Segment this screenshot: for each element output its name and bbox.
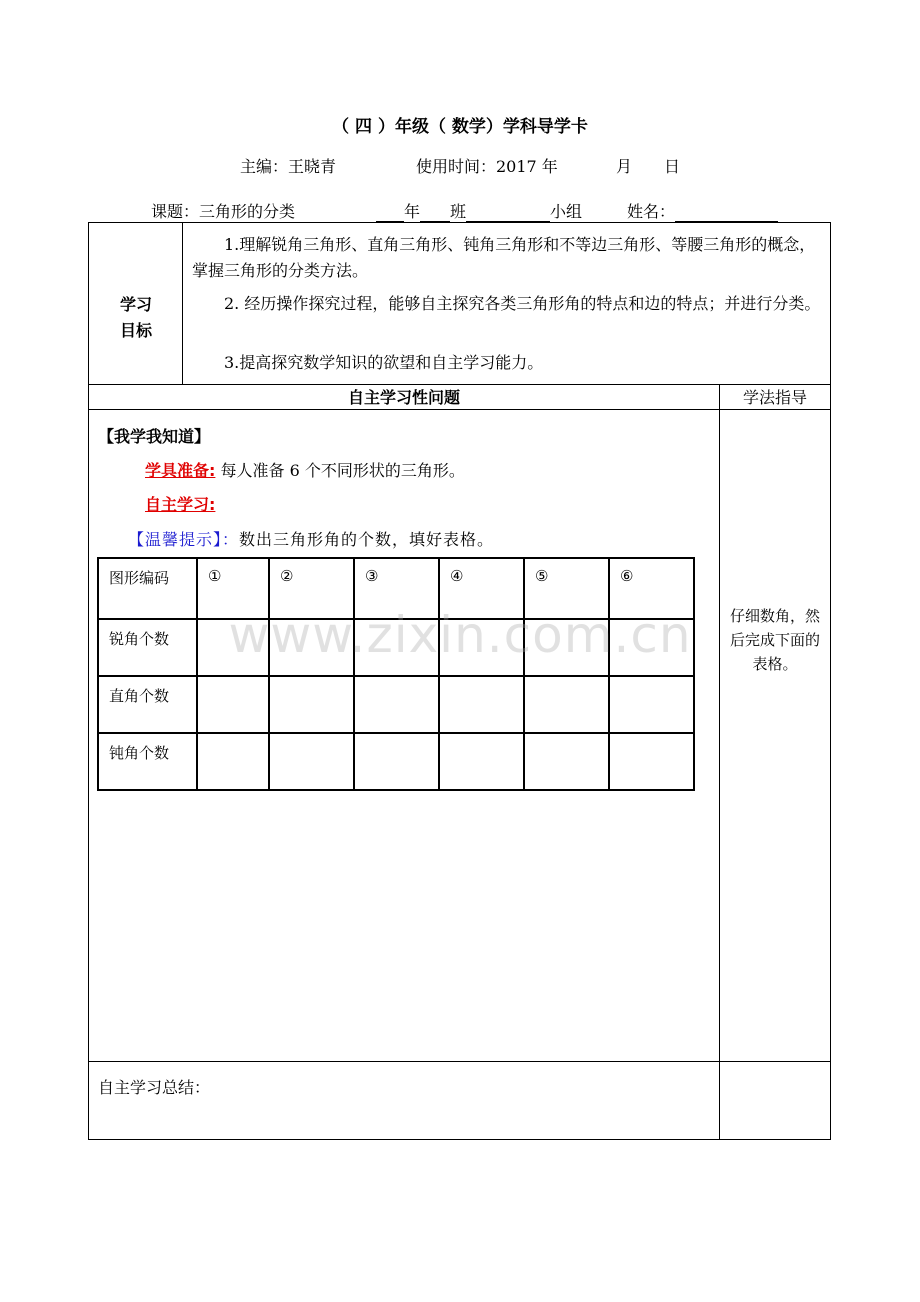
topic: 课题：三角形的分类 bbox=[151, 202, 296, 221]
table-row-label: 直角个数 bbox=[98, 676, 197, 733]
goal-item-3: 3.提高探究数学知识的欲望和自主学习能力。 bbox=[224, 353, 544, 372]
table-input-cell[interactable] bbox=[269, 676, 354, 733]
year-field: 年 班 小组 bbox=[376, 199, 582, 222]
table-row bbox=[98, 733, 694, 790]
table-code-cell: ④ bbox=[439, 558, 524, 619]
day-label: 日 bbox=[664, 157, 681, 176]
table-input-cell[interactable] bbox=[269, 733, 354, 790]
prep-text: 每人准备 6 个不同形状的三角形。 bbox=[220, 461, 465, 480]
summary-label: 自主学习总结： bbox=[98, 1078, 211, 1097]
table-input-cell[interactable] bbox=[524, 733, 609, 790]
editor: 主编：王晓青 bbox=[240, 157, 337, 176]
watermark: www.zixin.com.cn bbox=[228, 606, 692, 664]
table-code-cell: ③ bbox=[354, 558, 439, 619]
time-label: 使用时间：2017 年 bbox=[416, 157, 558, 176]
guide-note: 仔细数角，然后完成下面的表格。 bbox=[729, 607, 820, 673]
summary-line bbox=[88, 1061, 831, 1062]
table-input-cell[interactable] bbox=[609, 733, 694, 790]
name-field: 姓名： bbox=[627, 199, 778, 222]
table-row bbox=[98, 676, 694, 733]
angle-count-table bbox=[97, 557, 695, 791]
table-code-cell: ① bbox=[197, 558, 269, 619]
table-input-cell[interactable] bbox=[197, 676, 269, 733]
goal-label: 学习 目标 bbox=[119, 295, 152, 340]
tip-text: 数出三角形角的个数，填好表格。 bbox=[239, 530, 495, 549]
guide-column-header: 学法指导 bbox=[742, 388, 807, 407]
month-label: 月 bbox=[616, 157, 633, 176]
self-study-label: 自主学习: bbox=[145, 495, 216, 514]
table-row-label: 钝角个数 bbox=[98, 733, 197, 790]
table-input-cell[interactable] bbox=[439, 733, 524, 790]
table-input-cell[interactable] bbox=[197, 733, 269, 790]
prep-label: 学具准备: bbox=[145, 461, 216, 480]
guide-column-divider bbox=[719, 384, 720, 1140]
prep-line bbox=[145, 458, 465, 481]
main-column-header: 自主学习性问题 bbox=[347, 388, 460, 407]
table-code-cell: ② bbox=[269, 558, 354, 619]
table-header-label: 图形编码 bbox=[98, 558, 197, 619]
table-code-cell: ⑥ bbox=[609, 558, 694, 619]
table-row-label: 锐角个数 bbox=[98, 619, 197, 676]
table-code-cell: ⑤ bbox=[524, 558, 609, 619]
section-title: 【我学我知道】 bbox=[98, 427, 211, 446]
self-study-line bbox=[145, 492, 215, 515]
tip-line bbox=[128, 527, 494, 550]
table-input-cell[interactable] bbox=[609, 676, 694, 733]
page-title: （ 四 ）年级（ 数学）学科导学卡 bbox=[332, 117, 588, 137]
table-input-cell[interactable] bbox=[354, 676, 439, 733]
goal-item-2: 2. 经历操作探究过程，能够自主探究各类三角形角的特点和边的特点；并进行分类。 bbox=[224, 294, 821, 313]
table-input-cell[interactable] bbox=[524, 676, 609, 733]
table-input-cell[interactable] bbox=[354, 733, 439, 790]
table-input-cell[interactable] bbox=[439, 676, 524, 733]
goal-item-1: 1.理解锐角三角形、直角三角形、钝角三角形和不等边三角形、等腰三角形的概念，掌握三角形的分类方法。 bbox=[192, 235, 816, 280]
tip-label: 【温馨提示】： bbox=[128, 530, 240, 549]
